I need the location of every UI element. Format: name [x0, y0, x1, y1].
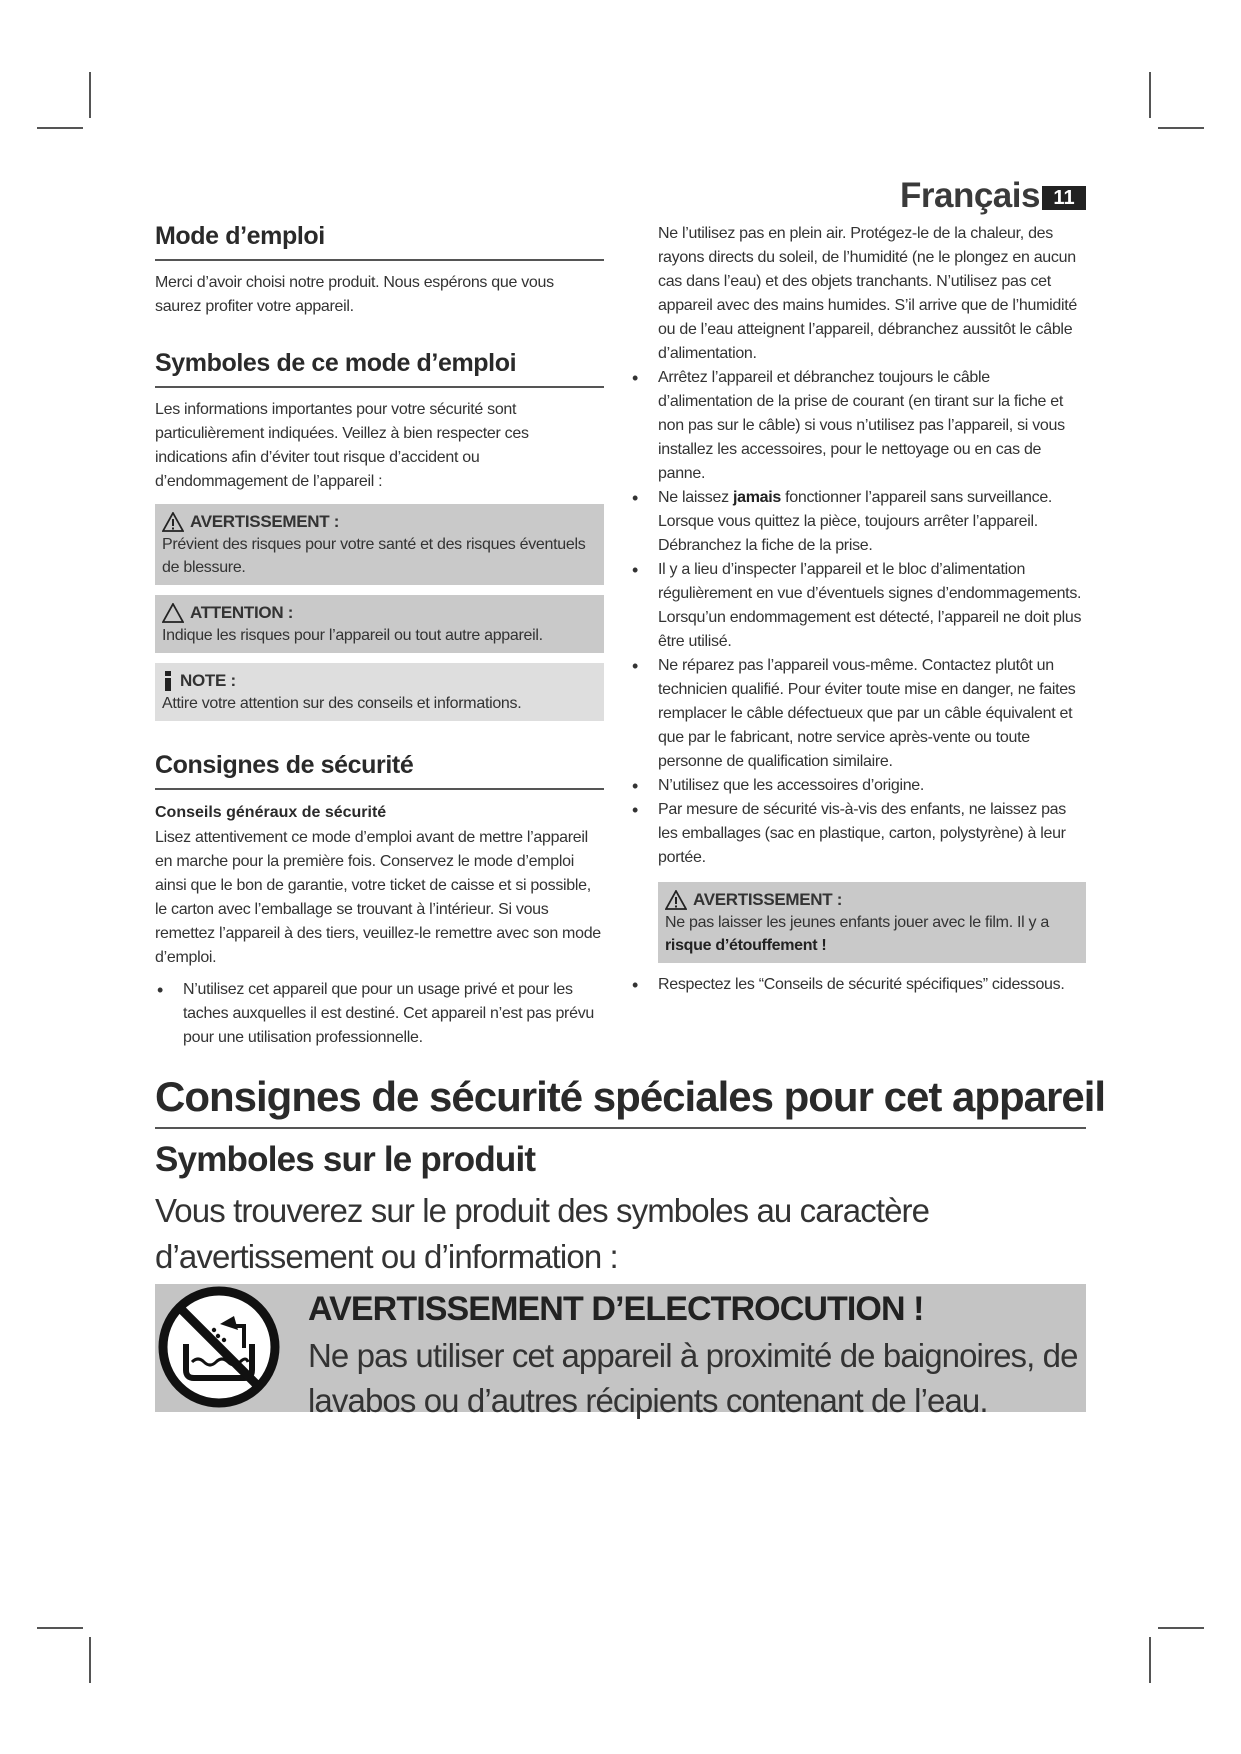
list-item-text: Ne laissez — [658, 489, 733, 506]
warning-text-normal: Ne pas laisser les jeunes enfants jouer avec le film. Il y a — [665, 914, 1049, 931]
consignes-text: Lisez attentivement ce mode d’emploi avant de mettre l’appareil en marche pour la première fois. Conservez le mode d’emploi ainsi que le bon de garantie, votre ticket de caisse et si possible, le carton avec l’emballage se trouvant à l’intérieur. Si vous remettez l’appareil à des tiers, veuillez-le remettre avec son mode d’emploi. — [155, 829, 601, 966]
warning-text — [665, 911, 1079, 957]
warning-box — [658, 882, 1086, 963]
warning-triangle-icon — [665, 890, 687, 910]
left-column — [155, 222, 604, 1050]
crop-mark — [1158, 1627, 1204, 1629]
continuation-text: Ne l’utilisez pas en plein air. Protégez-le de la chaleur, des rayons directs du soleil, de l’humidité (ne le plongez en aucun cas dans l’eau) et des objets tranchants. N’utilisez pas cet appareil avec des mains humides. S’il arrive que de l’humidité ou de l’eau atteignent l’appareil, débranchez aussitôt le câble d’alimentation. — [658, 225, 1077, 362]
list-item: • N’utilisez cet appareil que pour un usage privé et pour les taches auxquelles il est destiné. Cet appareil n’est pas prévu pour une utilisation professionnelle. — [155, 978, 604, 1050]
attention-text: Indique les risques pour l’appareil ou tout autre appareil. — [162, 627, 543, 644]
crop-mark — [89, 72, 91, 118]
section-title-mode-emploi: Mode d’emploi — [155, 222, 604, 261]
crop-mark — [1158, 127, 1204, 129]
crop-mark — [1149, 72, 1151, 118]
list-item: • Il y a lieu d’inspecter l’appareil et le bloc d’alimentation régulièrement en vue d’éventuels signes d’endommagements. Lorsqu’un endommagement est détecté, l’appareil ne doit plus être utilisé. — [630, 558, 1086, 654]
list-item: • Par mesure de sécurité vis-à-vis des enfants, ne laissez pas les emballages (sac en plastique, carton, polystyrène) à leur portée. — [630, 798, 1086, 870]
no-water-icon — [158, 1286, 280, 1408]
warning-text-bold: risque d’étouffement ! — [665, 937, 827, 954]
attention-label: ATTENTION : — [190, 603, 294, 622]
warning-triangle-icon — [162, 603, 184, 623]
list-item: • Arrêtez l’appareil et débranchez toujours le câble d’alimentation de la prise de courant (en tirant sur la fiche et non pas sur le câble) si vous n’utilisez pas l’appareil, si vous installez les accessoires, pour le nettoyage ou en cas de panne. — [630, 366, 1086, 486]
list-item — [630, 486, 1086, 558]
attention-box — [155, 595, 604, 653]
crop-mark — [89, 1637, 91, 1683]
note-box — [155, 663, 604, 721]
crop-mark — [37, 1627, 83, 1629]
section-title-consignes: Consignes de sécurité — [155, 751, 604, 790]
intro-text: Merci d’avoir choisi notre produit. Nous espérons que vous saurez profiter votre appareil. — [155, 274, 554, 315]
section-title-symboles: Symboles de ce mode d’emploi — [155, 349, 604, 388]
consignes-subtitle: Conseils généraux de sécurité — [155, 804, 387, 821]
crop-mark — [1149, 1637, 1151, 1683]
list-item: • Ne réparez pas l’appareil vous-même. Contactez plutôt un technicien qualifié. Pour éviter toute mise en danger, ne faites remplacer le câble défectueux que par un câble équivalent et que par le fabricant, notre service après-vente ou toute personne de qualification similaire. — [630, 654, 1086, 774]
section-subtitle: Symboles sur le produit — [155, 1140, 536, 1179]
lead-text: Vous trouverez sur le produit des symboles au caractère d’avertissement ou d’information : — [155, 1192, 930, 1275]
crop-mark — [37, 127, 83, 129]
list-item: • Respectez les “Conseils de sécurité spécifiques” cidessous. — [630, 973, 1086, 997]
warning-triangle-icon — [162, 512, 184, 532]
electrocution-warning-box — [155, 1284, 1086, 1419]
language-header: Français — [900, 176, 1040, 215]
list-item-bold: jamais — [732, 489, 781, 506]
note-text: Attire votre attention sur des conseils et informations. — [162, 695, 522, 712]
right-column — [630, 222, 1086, 997]
page-number: 11 — [1042, 186, 1086, 210]
info-icon — [162, 670, 174, 692]
electrocution-title: AVERTISSEMENT D’ELECTROCUTION ! — [308, 1290, 924, 1328]
list-item: • N’utilisez que les accessoires d’origine. — [630, 774, 1086, 798]
warning-label: AVERTISSEMENT : — [190, 512, 340, 531]
symboles-text: Les informations importantes pour votre sécurité sont particulièrement indiquées. Veillez à bien respecter ces indications afin d’éviter tout risque d’accident ou d’endommagement de l’appareil : — [155, 401, 529, 490]
page-title: Consignes de sécurité spéciales pour cet appareil — [155, 1073, 1086, 1129]
warning-text: Prévient des risques pour votre santé et des risques éventuels de blessure. — [162, 536, 586, 576]
warning-label: AVERTISSEMENT : — [693, 890, 843, 909]
warning-box — [155, 504, 604, 585]
list-item-text: fonctionner l’appareil sans surveillance. Lorsque vous quittez la pièce, toujours arrêter l’appareil. Débranchez la fiche de la prise. — [658, 489, 1053, 554]
electrocution-text: Ne pas utiliser cet appareil à proximité de baignoires, de lavabos ou d’autres récipients contenant de l’eau. — [308, 1337, 1078, 1419]
note-label: NOTE : — [180, 671, 236, 690]
